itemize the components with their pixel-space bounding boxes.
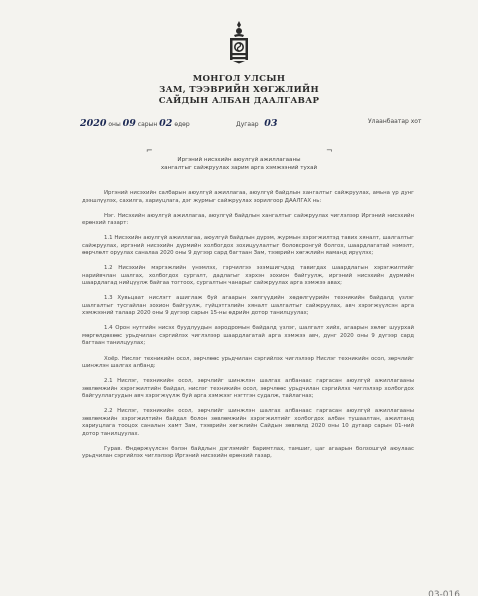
date-year-suffix: оны	[108, 121, 121, 128]
body-paragraph: 2.1 Нислэг, техникийн осол, зөрчлийг шинжлэн шалгах албанаас гаргасан аюулгүй ажиллагааны зөвлөмжийн хэрэгжилтийн байдал, нислэг техникийн осол, зөрчлөөс урьдчилан сэргийлэх чиглэлээр холбогдох байгууллагуудын авч хэрэгжүүлж буй арга хэмжээг нэгтгэн судалж, тайлагнах;	[82, 378, 414, 400]
date-month: 09	[122, 118, 136, 129]
body-paragraph: Иргэний нисэхийн салбарын аюулгүй ажиллагаа, аюулгүй байдлын хангалтыг сайжруулах, амьнa үр дунг дээшлүүлэх, сахилга, хариуцлага, дэг журмыг сайжруулах зорилгоор ДААЛГАХ нь:	[82, 190, 414, 204]
title-bracket-right: ¬	[326, 146, 333, 155]
document-title	[150, 156, 328, 172]
date-day-suffix: өдөр	[174, 121, 190, 128]
number-label: Дугаар	[236, 121, 259, 128]
org-name-line2: ЗАМ, ТЭЭВРИЙН ХӨГЖЛИЙН	[159, 85, 319, 95]
body-paragraph: 1.3 Хувьцаат нислэгт ашиглаж буй агаарын хөлгүүдийн хөдөлгүүрийн техникийн байдалд үзлэг шалгалтыг тусгайлан зохион байгуулж, гүйцэтгэлийн хяналт шалгалтыг сайжруулах, авч хэрэгжүүлсэн арга хэмжээний талаар 2020 оны 9 дүгээр сарын 15-ны өдрийн дотор танилцуулах;	[82, 295, 414, 317]
date-year: 2020	[80, 118, 107, 129]
soyombo-emblem-icon	[226, 20, 252, 64]
body-paragraph: 1.4 Орон нутгийн нисэх буудлуудын аэродромын байдалд үзлэг, шалгалт хийх, агаарын хөлөг шуурхай мөргөлдөхөөс урьдчилан сэргийлэх чиглэлээр шаардлагатай арга хэмжээ авч, дүнг 2020 оны 9 дүгээр сард багтаан танилцуулах;	[82, 325, 414, 347]
date-day: 02	[159, 118, 173, 129]
body-paragraph: 2.2 Нислэг, техникийн осол, зөрчлийг шинжлэн шалгах албанаас гаргасан аюулгүй ажиллагааны зөвлөмжийн хэрэгжилтийн байдал болон зөвлөмжийн хэрэгжилтийг холбогдох албан тушаалтан, ажилтанд хариуцлага тооцох саналын хамт Зам, тээврийн хөгжлийн Сайдын зөвлөлд 2020 оны 10 дугаар сарын 01-ний дотор танилцуулах.	[82, 408, 414, 437]
body-paragraph: 1.2 Нисэхийн мэргэжлийн үнэмлэх, гэрчилгээ эзэмшигчдэд тавигдах шаардлагын хэрэгжилтийг нарийвчлан шалгах, холбогдох сургалт, дадлагыг хэрхэн зохион байгуулж, иргэний нисэхийн дүрмийн шаардлагад нийцүүлж байгаа тогтоох, сургалтын чанарыг сайжруулах арга хэмжээ авах;	[82, 265, 414, 287]
org-name-line1: МОНГОЛ УЛСЫН	[192, 74, 286, 84]
body-paragraph: Хоёр. Нислэг техникийн осол, зөрчлөөс урьдчилан сэргийлэх чиглэлээр Нислэг техникийн осол, зөрчлийг шинжлэн шалгах албанд:	[82, 355, 414, 370]
org-name-line3: САЙДЫН АЛБАН ДААЛГАВАР	[158, 96, 320, 106]
title-bracket-left: ⌐	[146, 146, 153, 155]
date-month-suffix: сарын	[137, 121, 158, 128]
title-line1: Иргэний нисэхийн аюулгүй ажиллагааны	[177, 157, 301, 163]
title-line2: хангалтыг сайжруулах зарим арга хэмжээний тухай	[160, 165, 318, 171]
body-paragraph: Гурав. Өндөржүүлсэн бэлэн байдлын дэглэмийг баримтлах, тамшиг, цаг агаарын болзошгүй аюулаас урьдчилан сэргийлэх чиглэлээр Иргэний нисэхийн ерөнхий газар,	[82, 445, 414, 460]
date-line	[80, 118, 190, 129]
number-value: 03	[264, 118, 278, 129]
body-paragraph: Нэг. Нисэхийн аюулгүй ажиллагаа, аюулгүй байдлын хангалтыг сайжруулах чиглэлээр Иргэний нисэхийн ерөнхий газарт:	[82, 212, 414, 227]
document-number	[236, 118, 278, 129]
document-body	[82, 190, 414, 468]
page-number: 03-016	[428, 590, 460, 596]
body-paragraph: 1.1 Нисэхийн аюулгүй ажиллагаа, аюулгүй байдлын дүрэм, журмын хэрэгжилтэд тавих хяналт, шалгалтыг сайжруулах, иргэний нисэхийн дүрмийн холбогдох зохицуулалтыг боловсронгуй болгох, шаардлагатай нэмэлт, өөрчлөлт оруулах саналаа 2020 оны 9 дүгээр сард багтаан Зам, тээврийн хөгжлийн яаманд ирүүлэх;	[82, 235, 414, 257]
city-label: Улаанбаатар хот	[368, 118, 422, 125]
